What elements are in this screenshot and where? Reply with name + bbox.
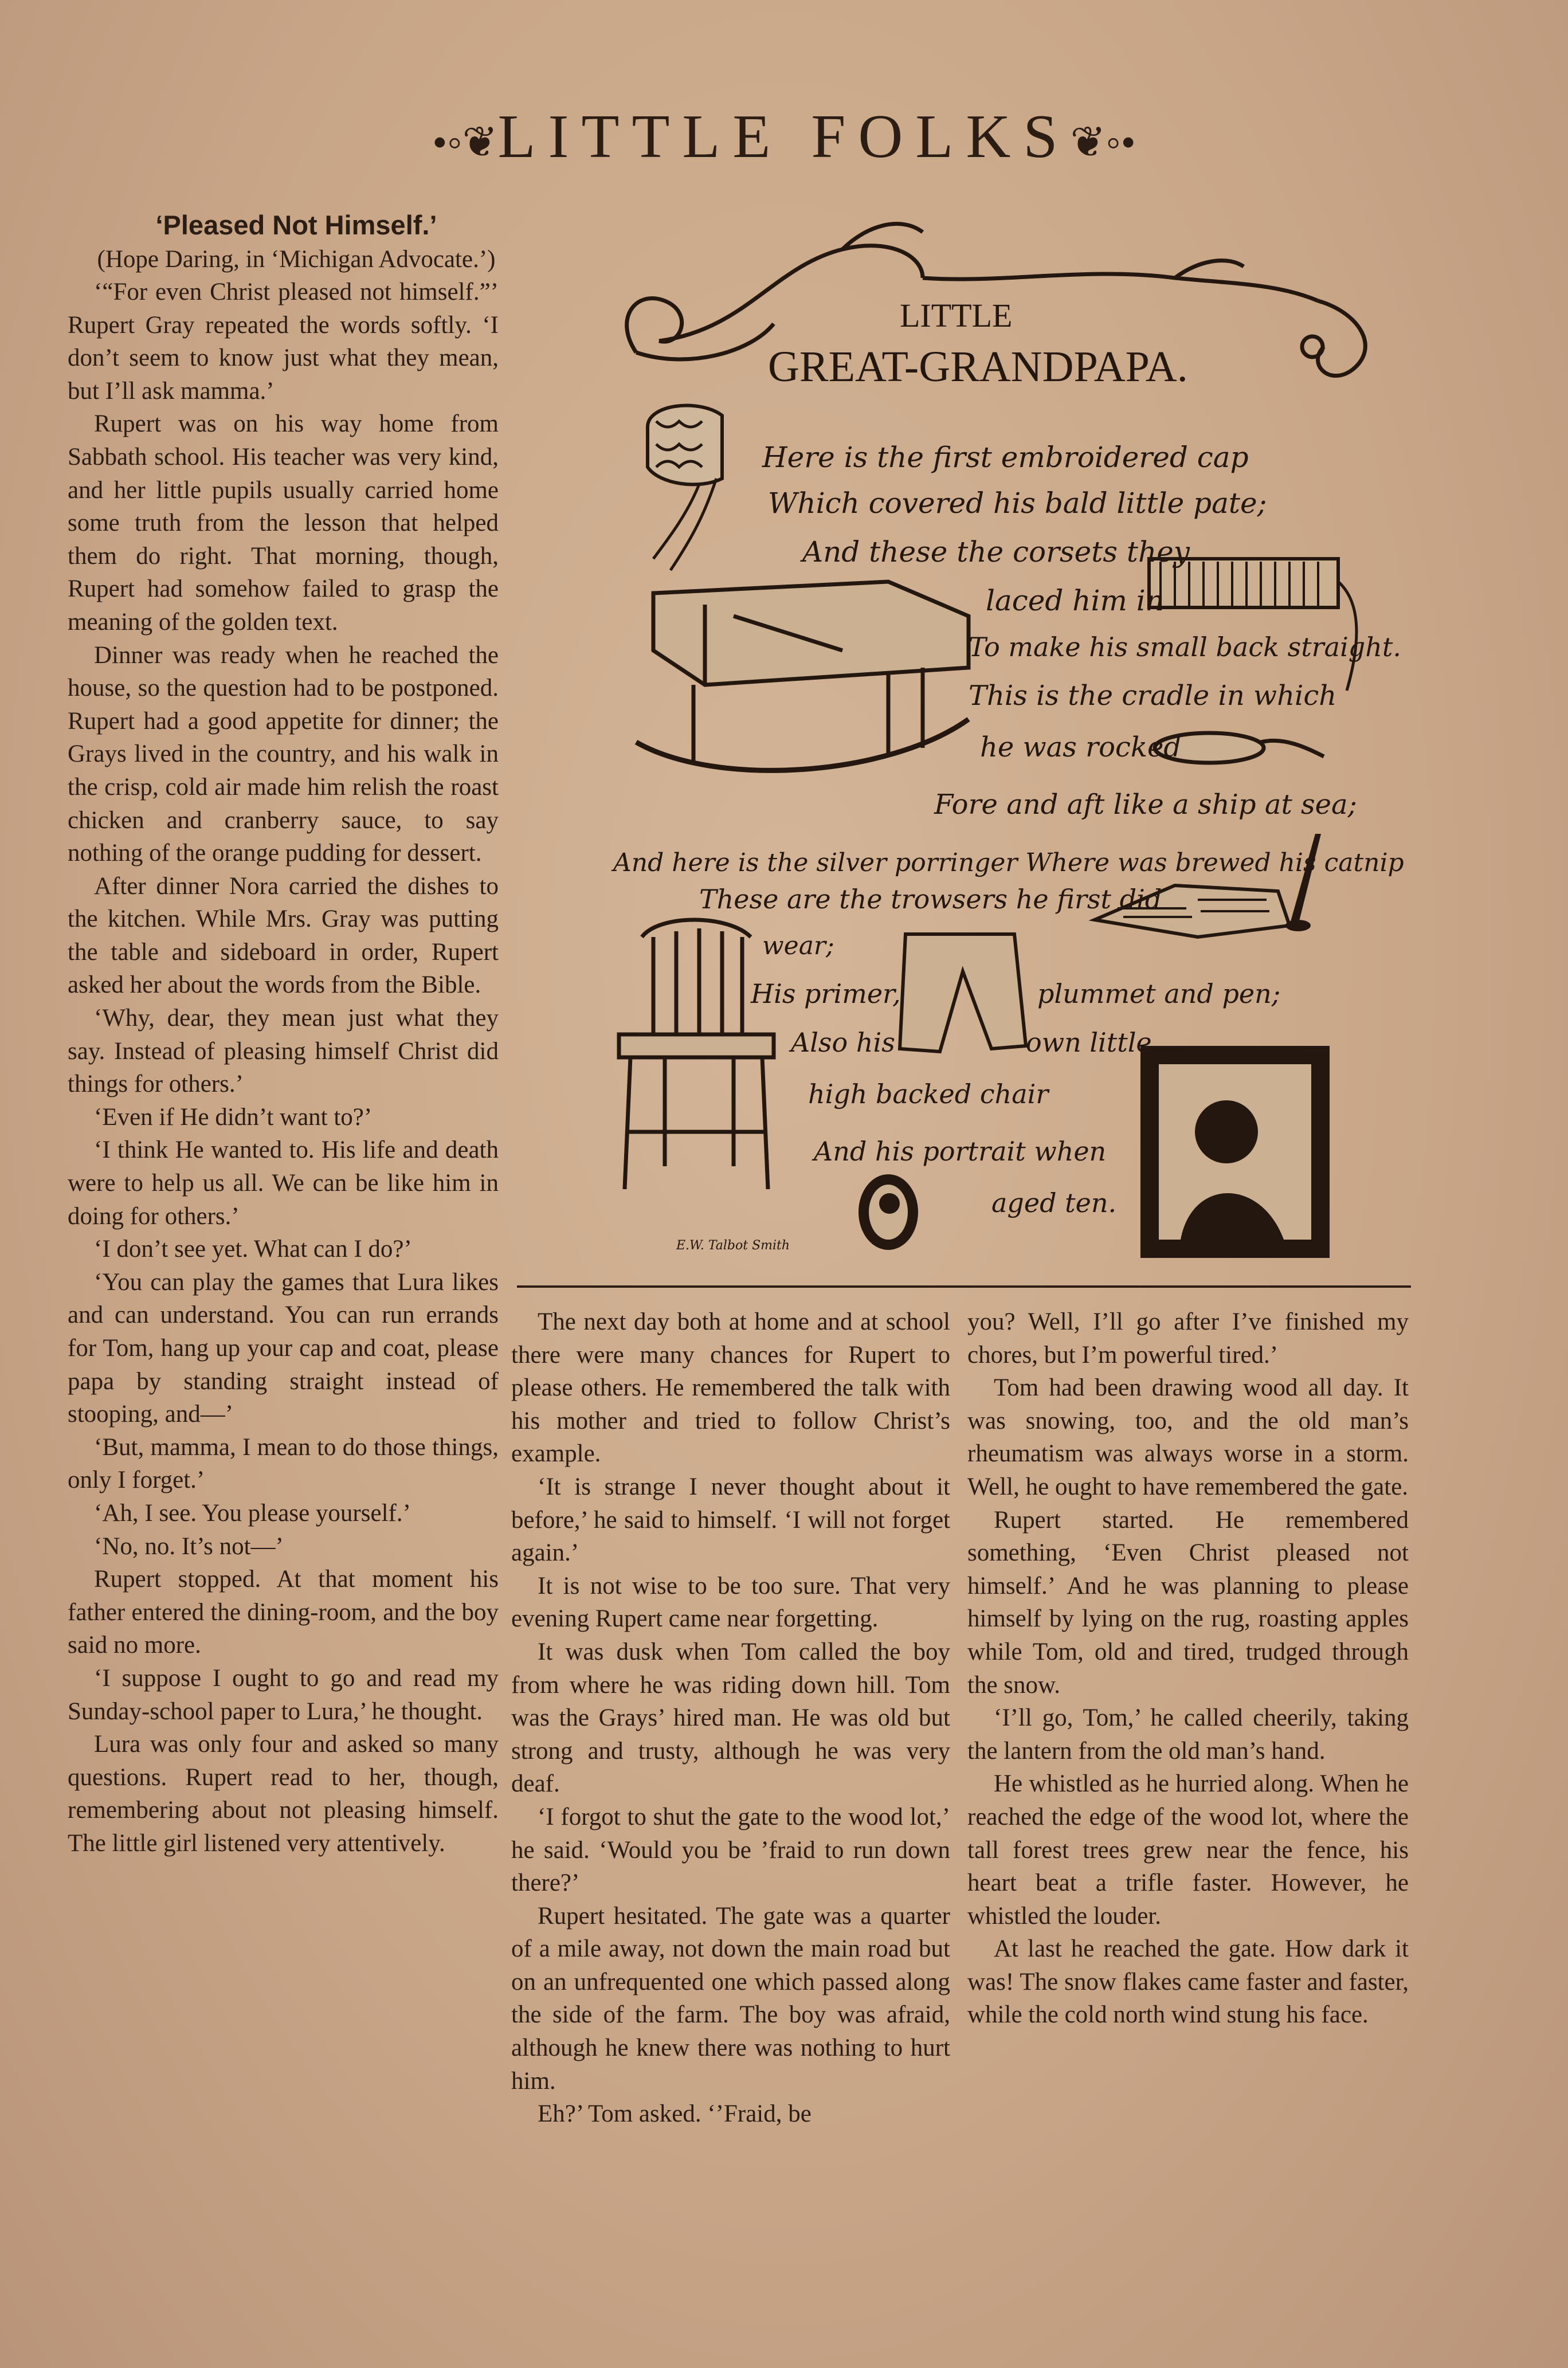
poem-line-9: And here is the silver porringer Where was brewed his catnip tea xyxy=(613,848,1411,877)
paragraph: ‘“For even Christ pleased not himself.”’ Rupert Gray repeated the words softly. ‘I don’t seem to know just what they mean, but I’ll ask mamma.’ xyxy=(68,279,499,405)
paragraph: ‘Why, dear, they mean just what they say. Instead of pleasing himself Christ did things for others.’ xyxy=(68,1005,499,1098)
story-column-3 xyxy=(967,1305,1409,2032)
story-title: ‘Pleased Not Himself.’ xyxy=(155,210,437,240)
column-2-body xyxy=(511,1305,950,2131)
paragraph: It is not wise to be too sure. That very evening Rupert came near forgetting. xyxy=(511,1572,950,1633)
paragraph: Rupert hesitated. The gate was a quarter of a mile away, not down the main road but on an unfrequented one which passed along the side of the farm. The boy was afraid, although he knew there was nothing to hurt him. xyxy=(511,1902,950,2095)
paragraph: ‘You can play the games that Lura likes and can understand. You can run errands for Tom, hang up your cap and coat, please papa by standing straight instead of stooping, and—’ xyxy=(68,1268,499,1428)
paragraph: Rupert was on his way home from Sabbath school. His teacher was very kind, and her little pupils usually carried home some truth from the lesson that helped them do right. That morning, though, Rupert had somehow failed to grasp the meaning of the golden text. xyxy=(68,410,499,636)
paragraph: At last he reached the gate. How dark it was! The snow flakes came faster and faster, while the cold north wind stung his face. xyxy=(967,1935,1409,2029)
left-ornament-icon: •◦❦ xyxy=(432,119,498,167)
poem-line-6: This is the cradle in which xyxy=(969,680,1337,712)
poem-line-10: These are the trowsers he first did xyxy=(699,884,1162,915)
paragraph: Tom had been drawing wood all day. It was snowing, too, and the old man’s rheumatism was always worse in a storm. Well, he ought to have remembered the gate. xyxy=(967,1374,1409,1500)
trousers-icon xyxy=(900,934,1026,1052)
paragraph: ‘I forgot to shut the gate to the wood lot,’ he said. ‘Would you be ’fraid to run down there?’ xyxy=(511,1803,950,1897)
paragraph: Rupert stopped. At that moment his father entered the dining-room, and the boy said no more. xyxy=(68,1566,499,1659)
story-byline: (Hope Daring, in ‘Michigan Advocate.’) xyxy=(97,246,496,273)
illustrator-signature: E.W. Talbot Smith xyxy=(676,1238,790,1253)
poem-line-7: he was rocked xyxy=(980,731,1182,763)
story-column-2 xyxy=(511,1305,950,2131)
poem-line-8: Fore and aft like a ship at sea; xyxy=(934,789,1357,821)
poem-line-11: wear; xyxy=(762,931,834,960)
poem-line-16: high backed chair xyxy=(808,1079,1049,1109)
poem-line-1: Here is the first embroidered cap xyxy=(762,441,1249,474)
paragraph: Rupert started. He remembered something, ‘Even Christ pleased not himself.’ And he was planning to please himself by lying on the rug, roasting apples while Tom, old and tired, trudged through the snow. xyxy=(967,1506,1409,1699)
paragraph: He whistled as he hurried along. When he reached the edge of the wood lot, where the tall forest trees grew near the fence, his heart beat a trifle faster. However, he whistled the louder. xyxy=(967,1770,1409,1930)
poem-line-12: His primer, xyxy=(751,978,901,1009)
poem-line-2: Which covered his bald little pate; xyxy=(768,487,1267,520)
paragraph: ‘I think He wanted to. His life and death were to help us all. We can be like him in doing for others.’ xyxy=(68,1136,499,1230)
poem-line-5: To make his small back straight. xyxy=(969,632,1401,662)
paragraph: ‘Even if He didn’t want to?’ xyxy=(94,1103,373,1131)
poem-line-13: plummet and pen; xyxy=(1037,978,1281,1009)
paragraph: ‘I suppose I ought to go and read my Sunday-school paper to Lura,’ he thought. xyxy=(68,1664,499,1725)
paragraph: After dinner Nora carried the dishes to the kitchen. While Mrs. Gray was putting the table and sideboard in order, Rupert asked her about the words from the Bible. xyxy=(68,872,499,999)
paragraph: ‘But, mamma, I mean to do those things, only I forget.’ xyxy=(68,1433,499,1494)
column-3-body xyxy=(967,1305,1409,2032)
portrait-frame-icon xyxy=(1140,1046,1330,1258)
poem-line-15: own little xyxy=(1026,1027,1152,1058)
paragraph: Lura was only four and asked so many questions. Rupert read to her, though, remembering about not pleasing himself. The little girl listened very attentively. xyxy=(68,1731,499,1857)
corset-icon xyxy=(1149,559,1357,691)
poem-line-3: And these the corsets they xyxy=(802,535,1190,569)
cradle-icon xyxy=(636,582,969,770)
paragraph: ‘Ah, I see. You please yourself.’ xyxy=(94,1499,411,1527)
column-divider-rule xyxy=(517,1285,1411,1288)
section-title: LITTLE FOLKS xyxy=(497,103,1071,171)
chair-icon xyxy=(619,920,774,1189)
column-1-body xyxy=(68,276,499,1860)
paragraph: ‘I don’t see yet. What can I do?’ xyxy=(94,1236,412,1263)
poem-line-4: laced him in xyxy=(986,584,1164,617)
poem-line-18: aged ten. xyxy=(991,1187,1117,1218)
paragraph: you? Well, I’ll go after I’ve finished my chores, but I’m powerful tired.’ xyxy=(967,1308,1409,1369)
story-column-1 xyxy=(68,207,499,1860)
paragraph: ‘It is strange I never thought about it before,’ he said to himself. ‘I will not forget again.’ xyxy=(511,1473,950,1567)
poem-title-line2: GREAT-GRANDPAPA. xyxy=(768,343,1188,391)
poem-line-17: And his portrait when xyxy=(814,1136,1107,1167)
cap-icon xyxy=(648,406,722,570)
poem-illustration xyxy=(602,215,1411,1275)
paragraph: Eh?’ Tom asked. ‘’Fraid, be xyxy=(538,2100,812,2128)
poem-line-14: Also his xyxy=(791,1027,895,1058)
cameo-portrait-icon xyxy=(859,1174,918,1250)
section-header xyxy=(0,103,1568,171)
paragraph: Dinner was ready when he reached the house, so the question had to be postponed. Rupert had a good appetite for dinner; the Grays lived in the country, and his walk in the crisp, cold air made him relish the roast chicken and cranberry sauce, to say nothing of the orange pudding for dessert. xyxy=(68,641,499,867)
paragraph: The next day both at home and at school there were many chances for Rupert to please others. He remembered the talk with his mother and tried to follow Christ’s example. xyxy=(511,1308,950,1468)
paragraph: ‘I’ll go, Tom,’ he called cheerily, taking the lantern from the old man’s hand. xyxy=(967,1704,1409,1765)
paragraph: ‘No, no. It’s not—’ xyxy=(94,1532,284,1560)
paragraph: It was dusk when Tom called the boy from where he was riding down hill. Tom was the Grays’ hired man. He was old but strong and trusty, although he was very deaf. xyxy=(511,1638,950,1798)
right-ornament-icon: ❦◦• xyxy=(1070,119,1136,167)
poem-title-line1: LITTLE xyxy=(900,297,1013,334)
